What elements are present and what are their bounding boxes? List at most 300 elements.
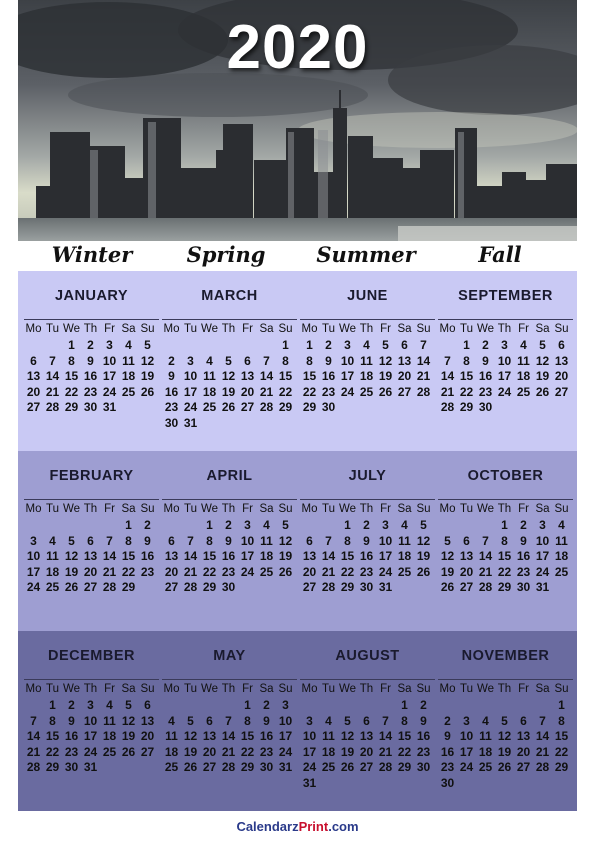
day-cell: 7 [325,533,332,548]
day-cell: 2 [68,698,75,712]
day-cell: 3 [87,698,94,712]
day-cell: 12 [64,549,79,564]
day-cell: 21 [535,744,550,759]
month-divider [24,499,159,500]
day-cell: 12 [440,549,455,564]
day-cell: 29 [278,400,293,415]
day-cell: 19 [278,549,293,564]
day-cell: 5 [501,713,508,728]
weekday-header: Fr [380,323,391,335]
day-cell: 28 [45,400,60,415]
day-cell: 16 [259,729,274,744]
weekday-header: We [338,683,357,695]
day-cell: 9 [520,533,527,548]
day-cell: 27 [554,384,569,399]
day-cell: 6 [401,338,408,352]
day-cell: 9 [168,369,175,384]
weekday-header: Mo [25,683,42,695]
day-cell: 18 [516,369,531,384]
day-cell: 16 [416,729,431,744]
day-cell: 12 [497,729,512,744]
day-cell: 9 [144,533,151,548]
month-november [438,631,573,811]
day-cell: 27 [459,580,474,595]
weekday-header: Mo [25,503,42,515]
year-title: 2020 [226,13,369,82]
day-cell: 11 [203,369,216,384]
day-cell: 18 [478,744,493,759]
weekday-header: Fr [518,683,529,695]
day-cell: 21 [478,564,493,579]
day-cell: 25 [259,564,274,579]
day-cell: 22 [497,564,512,579]
day-cell: 1 [125,518,132,532]
weekday-header: Th [221,323,236,335]
day-cell: 13 [516,729,531,744]
day-cell: 17 [183,384,198,399]
day-cell: 7 [225,713,232,728]
day-cell: 29 [554,760,569,775]
weekday-header: Th [359,323,374,335]
weekday-header: Mo [301,323,318,335]
day-cell: 26 [278,564,293,579]
day-cell: 13 [202,729,217,744]
weekday-header: Th [359,683,374,695]
day-cell: 27 [240,400,255,415]
weekday-header: Tu [46,323,59,335]
day-cell: 5 [68,533,75,548]
day-cell: 23 [164,400,179,415]
day-cell: 6 [144,698,151,712]
day-cell: 15 [497,549,512,564]
weekday-header: Tu [460,323,473,335]
day-cell: 26 [535,384,550,399]
weekday-header: We [200,503,219,515]
day-cell: 5 [539,338,546,352]
weekday-header: Fr [242,503,253,515]
weekday-header: Mo [301,503,318,515]
day-cell: 22 [121,564,136,579]
day-cell: 17 [535,549,550,564]
day-cell: 29 [45,760,60,775]
day-cell: 19 [535,369,550,384]
day-cell: 31 [83,760,98,775]
weekday-header: Sa [535,503,550,515]
season-label-spring: Spring [186,242,266,267]
day-cell: 5 [125,698,132,712]
day-cell: 21 [440,384,455,399]
day-cell: 11 [103,713,116,728]
day-cell: 20 [397,369,412,384]
footer-brand-suffix: .com [328,819,359,834]
day-cell: 28 [183,580,198,595]
weekday-header: We [476,323,495,335]
day-cell: 28 [440,400,455,415]
day-cell: 17 [340,369,355,384]
day-cell: 21 [102,564,117,579]
day-cell: 8 [306,353,313,368]
day-cell: 8 [49,713,56,728]
month-divider [300,319,435,320]
day-cell: 22 [397,744,412,759]
month-divider [300,499,435,500]
day-cell: 10 [497,353,512,368]
day-cell: 11 [260,533,273,548]
day-cell: 18 [202,384,217,399]
day-cell: 24 [378,564,393,579]
day-cell: 2 [420,698,427,712]
day-cell: 19 [440,564,455,579]
day-cell: 21 [321,564,336,579]
weekday-header: Fr [380,683,391,695]
day-cell: 8 [68,353,75,368]
day-cell: 26 [121,744,136,759]
day-cell: 25 [554,564,569,579]
day-cell: 9 [363,533,370,548]
day-cell: 1 [206,518,213,532]
day-cell: 1 [558,698,565,712]
day-cell: 24 [183,400,198,415]
weekday-header: Tu [322,683,335,695]
day-cell: 1 [401,698,408,712]
weekday-header: Su [278,323,293,335]
weekday-header: Tu [46,683,59,695]
weekday-header: Th [497,323,512,335]
day-cell: 4 [263,518,270,532]
weekday-header: Su [416,323,431,335]
day-cell: 6 [558,338,565,352]
day-cell: 7 [444,353,451,368]
day-cell: 15 [302,369,317,384]
weekday-header: Sa [121,323,136,335]
day-cell: 2 [168,353,175,368]
day-cell: 11 [165,729,178,744]
day-cell: 26 [221,400,236,415]
weekday-header: Su [278,683,293,695]
day-cell: 22 [202,564,217,579]
day-cell: 31 [535,580,550,595]
day-cell: 31 [183,416,198,430]
day-cell: 27 [140,744,155,759]
day-cell: 30 [164,416,179,430]
weekday-header: Fr [104,503,115,515]
day-cell: 2 [325,338,332,352]
weekday-header: Th [83,323,98,335]
day-cell: 9 [68,713,75,728]
day-cell: 20 [554,369,569,384]
day-cell: 23 [259,744,274,759]
day-cell: 23 [83,384,98,399]
weekday-header: Mo [439,323,456,335]
month-may [162,631,297,811]
day-cell: 10 [535,533,550,548]
day-cell: 29 [202,580,217,595]
day-cell: 13 [140,713,155,728]
month-divider [300,679,435,680]
day-cell: 17 [497,369,512,384]
day-cell: 20 [240,384,255,399]
day-cell: 5 [420,518,427,532]
day-cell: 24 [340,384,355,399]
day-cell: 21 [183,564,198,579]
day-cell: 23 [359,564,374,579]
day-cell: 5 [187,713,194,728]
weekday-header: Fr [518,323,529,335]
weekday-header: We [338,323,357,335]
day-cell: 21 [45,384,60,399]
day-cell: 17 [83,729,98,744]
day-cell: 23 [64,744,79,759]
month-december [24,631,159,811]
weekday-header: Mo [439,683,456,695]
month-name: APRIL [206,468,253,484]
day-cell: 14 [183,549,198,564]
day-cell: 14 [378,729,393,744]
day-cell: 31 [278,760,293,775]
month-divider [162,679,297,680]
day-cell: 20 [140,729,155,744]
day-cell: 15 [340,549,355,564]
day-cell: 1 [49,698,56,712]
day-cell: 26 [497,760,512,775]
day-cell: 3 [344,338,351,352]
weekday-header: Sa [121,503,136,515]
day-cell: 14 [535,729,550,744]
day-cell: 30 [416,760,431,775]
day-cell: 13 [554,353,569,368]
month-name: AUGUST [335,648,400,664]
weekday-header: Fr [242,323,253,335]
day-cell: 29 [340,580,355,595]
day-cell: 5 [144,338,151,352]
day-cell: 29 [302,400,317,415]
weekday-header: Th [83,503,98,515]
day-cell: 18 [259,549,274,564]
day-cell: 17 [26,564,41,579]
day-cell: 4 [206,353,213,368]
day-cell: 4 [482,713,489,728]
day-cell: 21 [26,744,41,759]
weekday-header: Th [221,683,236,695]
weekday-header: Fr [104,323,115,335]
day-cell: 3 [501,338,508,352]
day-cell: 15 [64,369,79,384]
day-cell: 25 [164,760,179,775]
day-cell: 12 [535,353,550,368]
day-cell: 29 [459,400,474,415]
weekday-header: Su [416,503,431,515]
day-cell: 2 [444,713,451,728]
day-cell: 11 [479,729,492,744]
day-cell: 18 [359,369,374,384]
day-cell: 19 [121,729,136,744]
day-cell: 19 [183,744,198,759]
day-cell: 1 [501,518,508,532]
day-cell: 16 [321,369,336,384]
day-cell: 24 [497,384,512,399]
day-cell: 13 [83,549,98,564]
day-cell: 4 [558,518,565,532]
day-cell: 11 [360,353,373,368]
day-cell: 8 [125,533,132,548]
weekday-header: Fr [104,683,115,695]
month-divider [438,319,573,320]
month-divider [162,499,297,500]
weekday-header: Su [554,683,569,695]
day-cell: 22 [64,384,79,399]
day-cell: 4 [125,338,132,352]
day-cell: 30 [259,760,274,775]
weekday-header: We [200,323,219,335]
day-cell: 13 [240,369,255,384]
day-cell: 14 [26,729,41,744]
day-cell: 8 [282,353,289,368]
day-cell: 17 [378,549,393,564]
day-cell: 27 [397,384,412,399]
month-march [162,271,297,451]
day-cell: 28 [416,384,431,399]
month-name: MAY [213,648,246,664]
day-cell: 12 [183,729,198,744]
weekday-header: Sa [535,683,550,695]
weekday-header: We [338,503,357,515]
day-cell: 28 [535,760,550,775]
day-cell: 23 [140,564,155,579]
day-cell: 9 [325,353,332,368]
day-cell: 1 [282,338,289,352]
day-cell: 4 [401,518,408,532]
day-cell: 11 [555,533,568,548]
day-cell: 1 [463,338,470,352]
day-cell: 5 [444,533,451,548]
day-cell: 12 [278,533,293,548]
day-cell: 29 [240,760,255,775]
day-cell: 27 [516,760,531,775]
day-cell: 8 [463,353,470,368]
weekday-header: Sa [259,503,274,515]
day-cell: 13 [359,729,374,744]
day-cell: 24 [102,384,117,399]
day-cell: 27 [164,580,179,595]
day-cell: 4 [49,533,56,548]
day-cell: 11 [122,353,135,368]
day-cell: 17 [302,744,317,759]
day-cell: 14 [440,369,455,384]
day-cell: 24 [459,760,474,775]
day-cell: 25 [321,760,336,775]
day-cell: 11 [46,549,59,564]
day-cell: 4 [520,338,527,352]
day-cell: 17 [240,549,255,564]
day-cell: 13 [164,549,179,564]
weekday-header: We [62,683,81,695]
weekday-header: We [476,683,495,695]
day-cell: 26 [64,580,79,595]
day-cell: 20 [302,564,317,579]
weekday-header: Sa [121,683,136,695]
day-cell: 22 [45,744,60,759]
day-cell: 25 [478,760,493,775]
weekday-header: Th [221,503,236,515]
day-cell: 26 [440,580,455,595]
day-cell: 27 [302,580,317,595]
weekday-header: Su [554,503,569,515]
day-cell: 21 [259,384,274,399]
day-cell: 30 [83,400,98,415]
day-cell: 26 [140,384,155,399]
month-june [300,271,435,451]
day-cell: 14 [478,549,493,564]
day-cell: 8 [501,533,508,548]
weekday-header: Su [140,323,155,335]
day-cell: 17 [278,729,293,744]
day-cell: 28 [259,400,274,415]
day-cell: 16 [478,369,493,384]
day-cell: 3 [244,518,251,532]
day-cell: 31 [102,400,117,415]
day-cell: 16 [359,549,374,564]
day-cell: 10 [183,369,198,384]
day-cell: 15 [459,369,474,384]
day-cell: 11 [398,533,411,548]
day-cell: 29 [64,400,79,415]
day-cell: 24 [83,744,98,759]
day-cell: 2 [482,338,489,352]
site-footer[interactable] [0,819,595,834]
day-cell: 6 [363,713,370,728]
day-cell: 27 [359,760,374,775]
month-january [24,271,159,451]
day-cell: 4 [325,713,332,728]
day-cell: 16 [140,549,155,564]
season-label-fall: Fall [478,242,522,267]
day-cell: 20 [26,384,41,399]
day-cell: 24 [535,564,550,579]
weekday-header: Mo [25,323,42,335]
day-cell: 18 [554,549,569,564]
day-cell: 30 [64,760,79,775]
day-cell: 17 [459,744,474,759]
day-cell: 29 [121,580,136,595]
weekday-header: Tu [184,323,197,335]
day-cell: 25 [202,400,217,415]
month-divider [24,679,159,680]
day-cell: 30 [321,400,336,415]
day-cell: 13 [302,549,317,564]
day-cell: 21 [221,744,236,759]
day-cell: 2 [144,518,151,532]
day-cell: 18 [164,744,179,759]
month-july [300,451,435,631]
season-label-summer: Summer [316,242,416,267]
day-cell: 2 [225,518,232,532]
day-cell: 4 [168,713,175,728]
month-name: OCTOBER [467,468,544,484]
day-cell: 28 [26,760,41,775]
day-cell: 4 [106,698,113,712]
day-cell: 3 [30,533,37,548]
day-cell: 27 [202,760,217,775]
day-cell: 26 [340,760,355,775]
day-cell: 6 [463,533,470,548]
day-cell: 12 [378,353,393,368]
day-cell: 19 [64,564,79,579]
month-august [300,631,435,811]
day-cell: 20 [164,564,179,579]
day-cell: 1 [68,338,75,352]
day-cell: 6 [206,713,213,728]
day-cell: 3 [282,698,289,712]
